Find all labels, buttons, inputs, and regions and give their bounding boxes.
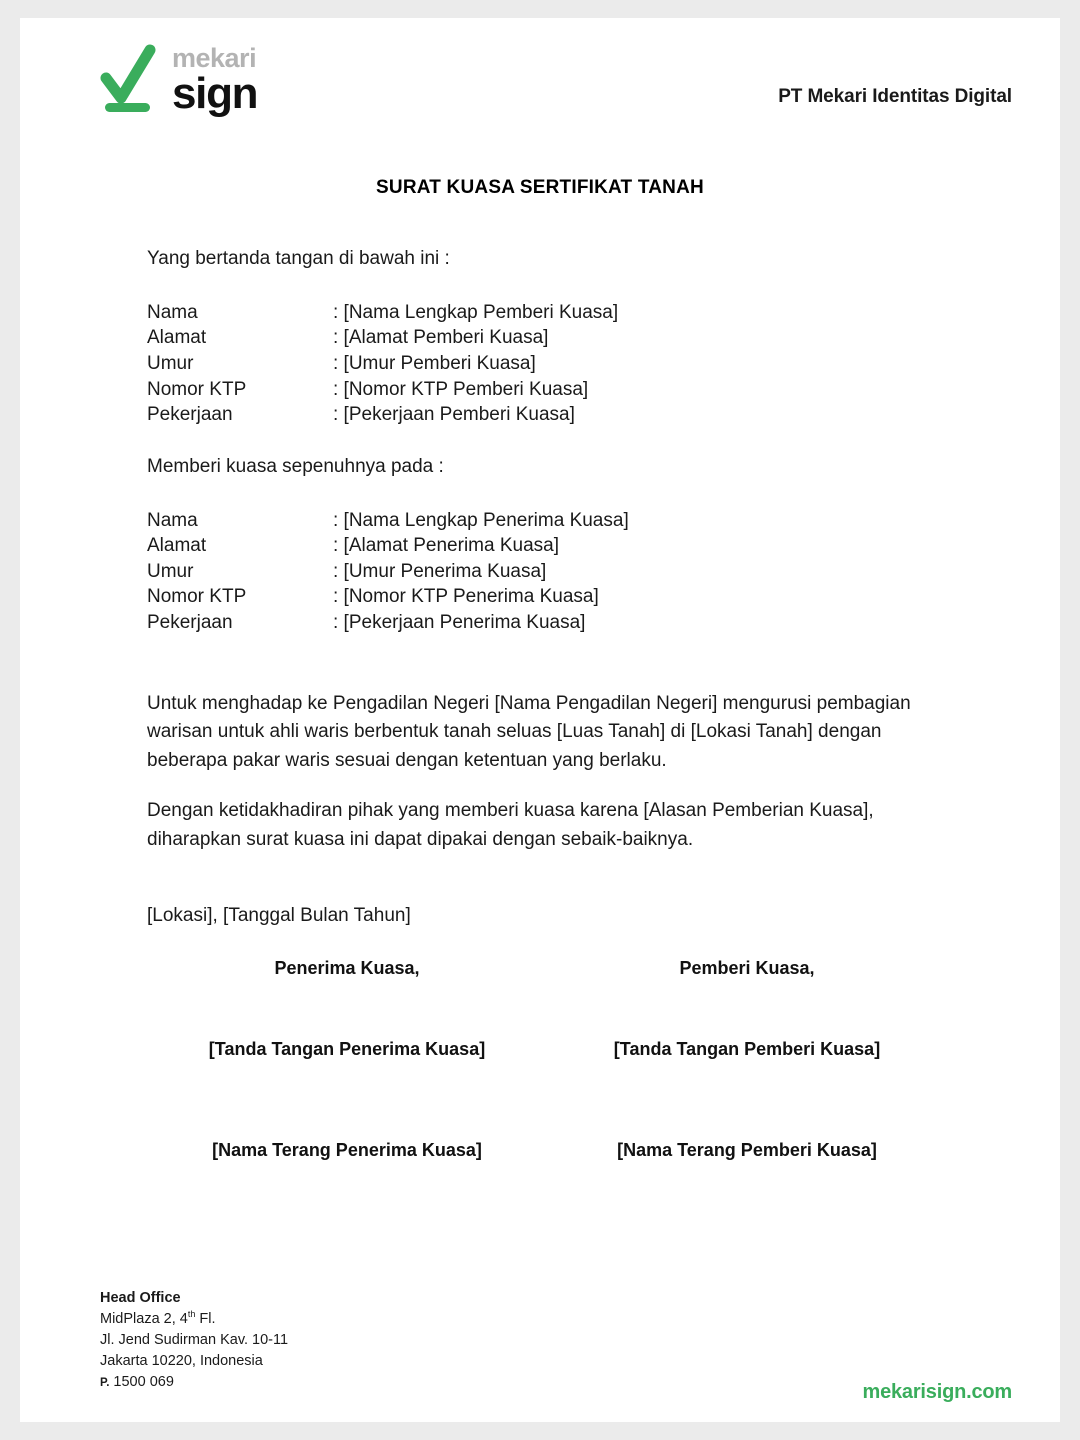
table-row bbox=[147, 610, 937, 636]
field-value: : [Nama Lengkap Pemberi Kuasa] bbox=[333, 301, 619, 323]
address-line-1-ordinal: th bbox=[187, 1309, 196, 1320]
field-label: Nomor KTP bbox=[147, 586, 247, 608]
grantee-field-table bbox=[147, 508, 937, 636]
grantee-intro: Memberi kuasa sepenuhnya pada : bbox=[147, 455, 444, 477]
signatory-name-right: [Nama Terang Pemberi Kuasa] bbox=[617, 1140, 877, 1160]
signature-field-right[interactable]: [Tanda Tangan Pemberi Kuasa] bbox=[613, 1039, 881, 1059]
signature-names-row bbox=[147, 1140, 947, 1161]
document-page bbox=[20, 18, 1060, 1422]
signature-field-left[interactable]: [Tanda Tangan Penerima Kuasa] bbox=[208, 1039, 486, 1059]
field-label: Umur bbox=[147, 560, 194, 582]
signatory-name-left: [Nama Terang Penerima Kuasa] bbox=[212, 1140, 482, 1160]
paragraph-reason: Dengan ketidakhadiran pihak yang memberi kuasa karena [Alasan Pemberian Kuasa], diharapkan surat kuasa ini dapat dipakai dengan sebaik-baiknya. bbox=[147, 800, 874, 850]
field-value: : [Alamat Penerima Kuasa] bbox=[333, 535, 559, 557]
table-row bbox=[147, 325, 937, 351]
address-line-1-suffix: Fl. bbox=[195, 1311, 216, 1327]
field-value: : [Pekerjaan Pemberi Kuasa] bbox=[333, 404, 575, 426]
spacer bbox=[147, 428, 937, 454]
footer-office-heading: Head Office bbox=[100, 1290, 181, 1306]
field-label: Alamat bbox=[147, 535, 207, 557]
field-value: : [Nomor KTP Penerima Kuasa] bbox=[333, 586, 599, 608]
table-row bbox=[147, 533, 937, 559]
head-office-address bbox=[100, 1288, 288, 1394]
table-row bbox=[147, 584, 937, 610]
table-row bbox=[147, 508, 937, 534]
field-label: Alamat bbox=[147, 327, 207, 349]
table-row bbox=[147, 402, 937, 428]
signature-placeholders-row bbox=[147, 1039, 947, 1060]
grantor-field-table bbox=[147, 300, 937, 428]
document-footer bbox=[20, 1282, 1060, 1422]
footer-address-line-2: Jl. Jend Sudirman Kav. 10-11 bbox=[100, 1332, 289, 1348]
footer-address-line-1 bbox=[100, 1309, 288, 1330]
page-title: SURAT KUASA SERTIFIKAT TANAH bbox=[376, 177, 704, 198]
green-check-icon bbox=[100, 44, 158, 116]
document-body bbox=[147, 246, 937, 931]
field-label: Pekerjaan bbox=[147, 404, 233, 426]
field-value: : [Nama Lengkap Penerima Kuasa] bbox=[333, 509, 629, 531]
field-label: Nama bbox=[147, 301, 198, 323]
footer-phone-line bbox=[100, 1372, 288, 1394]
spacer bbox=[147, 636, 937, 690]
table-row bbox=[147, 351, 937, 377]
field-label: Nomor KTP bbox=[147, 378, 247, 400]
logo-wordmark bbox=[172, 42, 258, 118]
footer-address-line-3: Jakarta 10220, Indonesia bbox=[100, 1353, 263, 1369]
logo-word-sign: sign bbox=[172, 68, 258, 118]
company-name: PT Mekari Identitas Digital bbox=[778, 86, 1012, 107]
table-row bbox=[147, 377, 937, 403]
signature-block bbox=[147, 958, 947, 1161]
spacer bbox=[147, 854, 937, 902]
mekari-sign-logo bbox=[100, 44, 257, 116]
field-value: : [Umur Pemberi Kuasa] bbox=[333, 353, 536, 375]
address-line-1-text: MidPlaza 2, 4 bbox=[100, 1311, 188, 1327]
field-value: : [Alamat Pemberi Kuasa] bbox=[333, 327, 549, 349]
document-header bbox=[20, 18, 1060, 138]
logo-word-mekari: mekari bbox=[172, 42, 257, 73]
phone-number: 1500 069 bbox=[113, 1374, 174, 1390]
phone-label: P. bbox=[100, 1377, 110, 1389]
field-value: : [Nomor KTP Pemberi Kuasa] bbox=[333, 378, 589, 400]
field-value: : [Pekerjaan Penerima Kuasa] bbox=[333, 612, 586, 633]
signature-heading-left: Penerima Kuasa, bbox=[274, 958, 420, 978]
table-row bbox=[147, 300, 937, 326]
field-label: Nama bbox=[147, 509, 198, 531]
field-value: : [Umur Penerima Kuasa] bbox=[333, 560, 547, 582]
spacer bbox=[147, 775, 937, 797]
field-label: Umur bbox=[147, 353, 194, 375]
table-row bbox=[147, 559, 937, 585]
website-link[interactable]: mekarisign.com bbox=[862, 1381, 1012, 1403]
signature-heading-right: Pemberi Kuasa, bbox=[679, 958, 815, 978]
signature-headings-row bbox=[147, 958, 947, 979]
grantor-intro: Yang bertanda tangan di bawah ini : bbox=[147, 248, 450, 269]
place-and-date: [Lokasi], [Tanggal Bulan Tahun] bbox=[147, 905, 411, 927]
field-label: Pekerjaan bbox=[147, 612, 233, 633]
paragraph-purpose: Untuk menghadap ke Pengadilan Negeri [Nama Pengadilan Negeri] mengurusi pembagian warisan untuk ahli waris berbentuk tanah seluas [Luas Tanah] di [Lokasi Tanah] dengan beberapa pakar waris sesuai dengan ketentuan yang berlaku. bbox=[147, 692, 911, 771]
